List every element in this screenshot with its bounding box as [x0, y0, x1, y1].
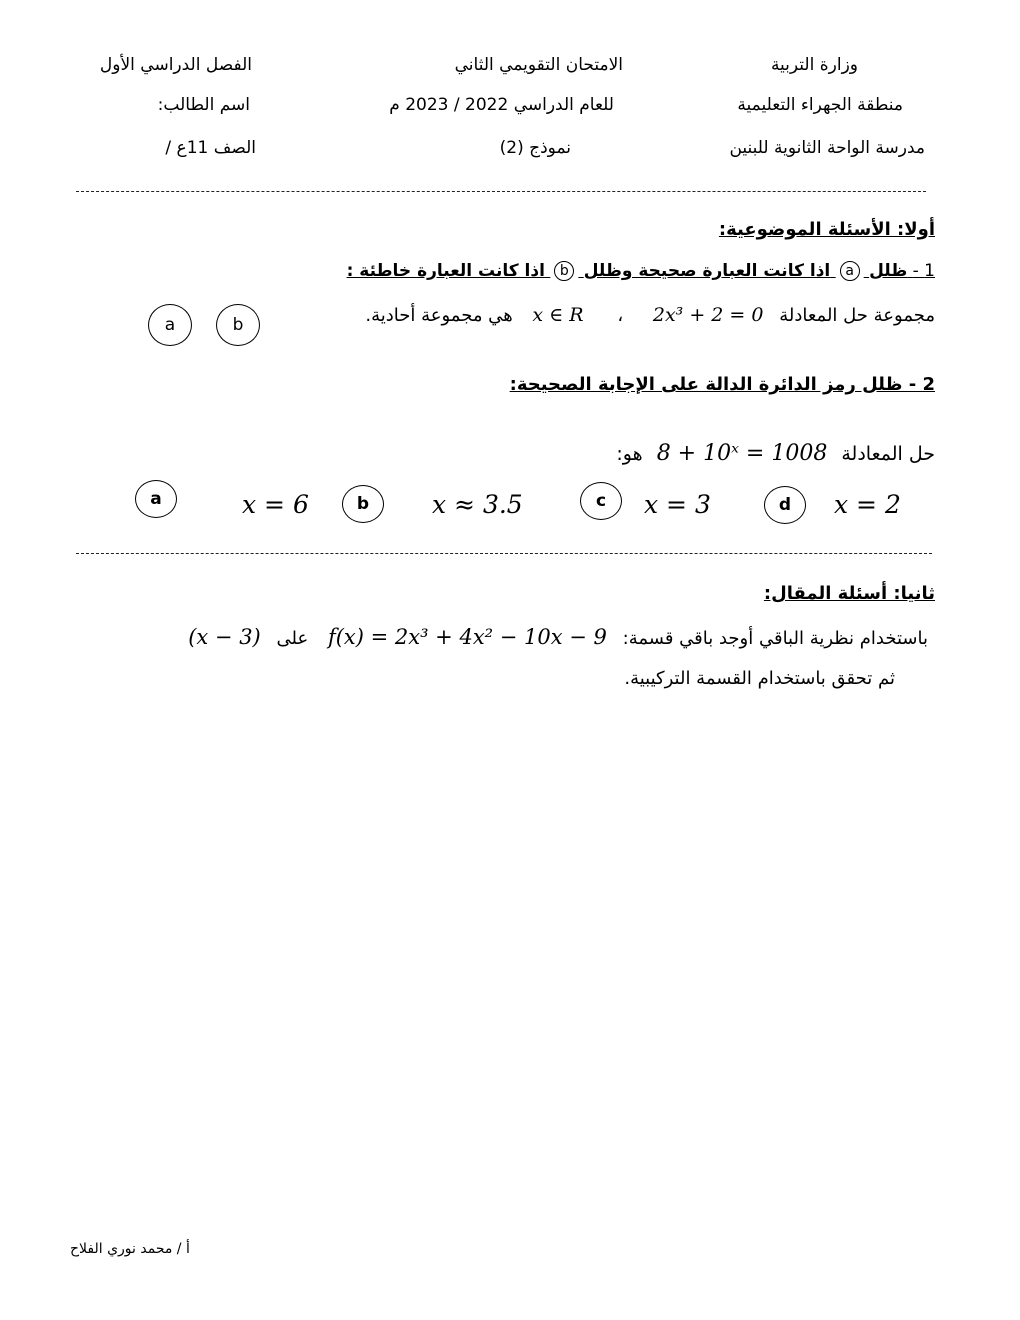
region-label: منطقة الجهراء التعليمية — [737, 95, 903, 115]
q2-option-d-value: x = 2 — [834, 490, 901, 519]
q1-mark-b: b — [554, 261, 574, 281]
essay-line2: ثم تحقق باستخدام القسمة التركيبية. — [624, 668, 895, 689]
q1-instr-b: اذا كانت العبارة صحيحة وظلل — [583, 261, 831, 281]
q2-option-d-circle[interactable]: d — [764, 486, 806, 524]
q1-stmt-eq: 2x³ + 2 = 0 — [652, 304, 764, 326]
q2-title: 2 - ظلل رمز الدائرة الدالة على الإجابة الصحيحة: — [509, 374, 935, 395]
q1-stmt-text1: مجموعة حل المعادلة — [779, 305, 935, 326]
grade-label: الصف 11ع / — [165, 138, 256, 158]
q2-stem-eq: 8 + 10ˣ = 1008 — [656, 441, 828, 466]
header-divider — [76, 191, 926, 192]
student-name-label: اسم الطالب: — [157, 95, 250, 115]
academic-year: للعام الدراسي 2022 / 2023 م — [389, 95, 614, 115]
q1-option-a[interactable]: a — [148, 304, 192, 346]
q1-stmt-sep: ، — [617, 305, 624, 326]
q2-option-b-circle[interactable]: b — [342, 485, 384, 523]
q2-option-a-circle[interactable]: a — [135, 480, 177, 518]
q1-instr-a: ظلل — [869, 261, 908, 281]
essay-line1-div: (x − 3) — [188, 625, 261, 649]
q1-option-b[interactable]: b — [216, 304, 260, 346]
q1-number: 1 - — [912, 261, 935, 281]
model-label: نموذج (2) — [499, 138, 571, 158]
q1-stmt-text2: هي مجموعة أحادية. — [365, 305, 513, 326]
q1-mark-a: a — [840, 261, 860, 281]
semester-label: الفصل الدراسي الأول — [99, 55, 252, 75]
q2-stem-text: حل المعادلة — [841, 443, 935, 465]
q1-stmt-domain: x ∈ R — [532, 304, 584, 326]
exam-title: الامتحان التقويمي الثاني — [454, 55, 623, 75]
q2-option-a-value: x = 6 — [242, 490, 309, 519]
q2-option-c-value: x = 3 — [644, 490, 711, 519]
essay-line1-on: على — [276, 628, 309, 649]
footer-author: أ / محمد نوري الفلاح — [70, 1241, 190, 1257]
school-name: مدرسة الواحة الثانوية للبنين — [729, 138, 925, 158]
q2-stem — [616, 441, 935, 466]
q2-option-b-value: x ≈ 3.5 — [432, 490, 523, 519]
section2-title: ثانيا: أسئلة المقال: — [763, 583, 935, 604]
section1-title: أولا: الأسئلة الموضوعية: — [718, 219, 935, 240]
q1-statement — [365, 304, 935, 326]
q2-stem-end: هو: — [616, 443, 643, 465]
essay-line1-text: باستخدام نظرية الباقي أوجد باقي قسمة: — [622, 628, 928, 649]
section-divider — [76, 553, 932, 554]
q1-instruction — [347, 261, 935, 281]
q1-instr-c: اذا كانت العبارة خاطئة : — [346, 261, 545, 281]
essay-line1-func: f(x) = 2x³ + 4x² − 10x − 9 — [327, 625, 607, 649]
essay-line1 — [182, 625, 928, 649]
ministry-label: وزارة التربية — [770, 55, 858, 75]
q2-option-c-circle[interactable]: c — [580, 482, 622, 520]
